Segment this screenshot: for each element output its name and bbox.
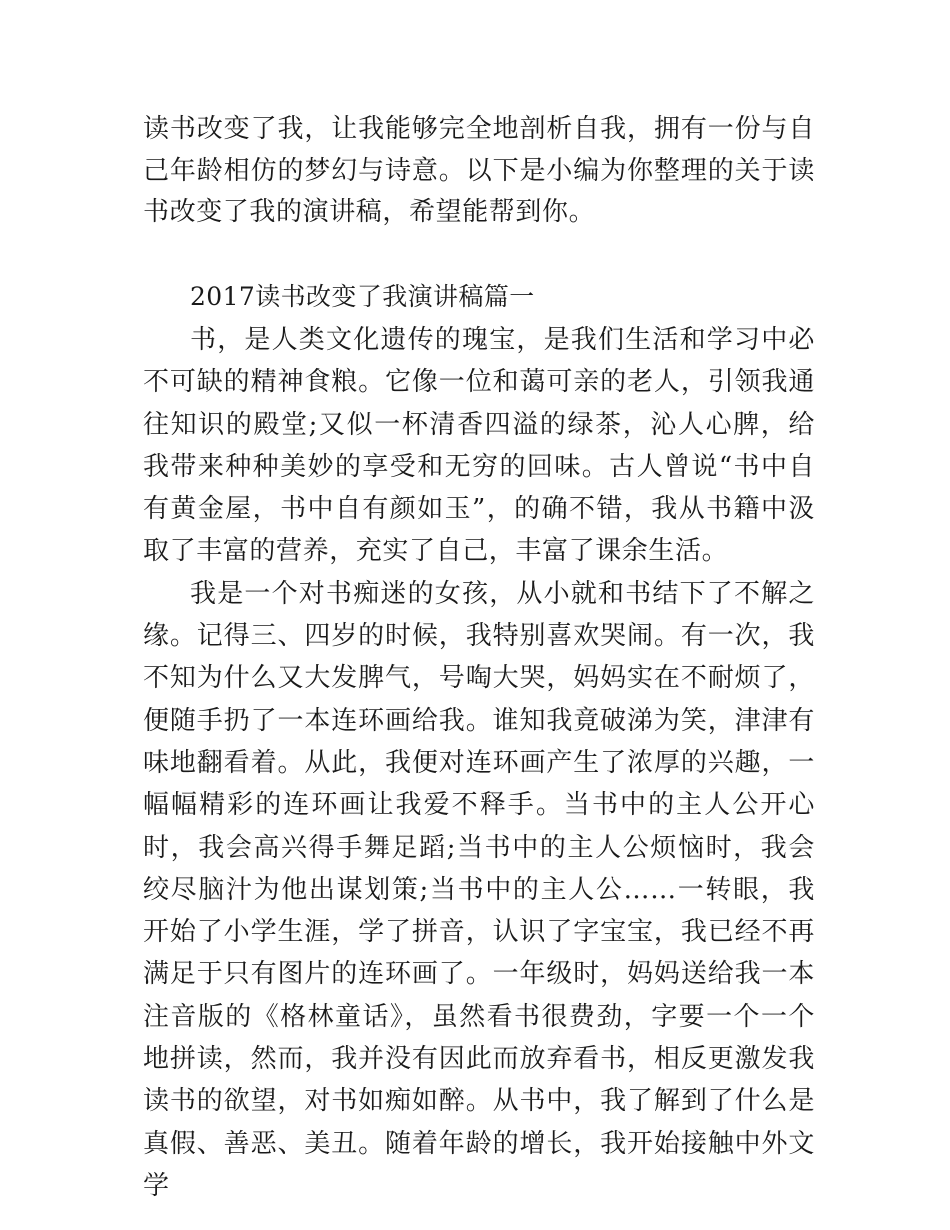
body-paragraph-2: 我是一个对书痴迷的女孩，从小就和书结下了不解之缘。记得三、四岁的时候，我特别喜欢哭闹。有一次，我不知为什么又大发脾气，号啕大哭，妈妈实在不耐烦了，便随手扔了一本连环画给我。谁知我竟破涕为笑，津津有味地翻看着。从此，我便对连环画产生了浓厚的兴趣，一幅幅精彩的连环画让我爱不释手。当书中的主人公开心时，我会高兴得手舞足蹈;当书中的主人公烦恼时，我会绞尽脑汁为他出谋划策;当书中的主人公……一转眼，我开始了小学生涯，学了拼音，认识了字宝宝，我已经不再满足于只有图片的连环画了。一年级时，妈妈送给我一本注音版的《格林童话》，虽然看书很费劲，字要一个一个地拼读，然而，我并没有因此而放弃看书，相反更激发我读书的欲望，对书如痴如醉。从书中，我了解到了什么是真假、善恶、美丑。随着年龄的增长，我开始接触中外文学 (143, 578, 815, 1201)
article-body (143, 319, 815, 1207)
body-paragraph-1: 书，是人类文化遗传的瑰宝，是我们生活和学习中必不可缺的精神食粮。它像一位和蔼可亲的老人，引领我通往知识的殿堂;又似一杯清香四溢的绿茶，沁人心脾，给我带来种种美妙的享受和无穷的回味。古人曾说“书中自有黄金屋，书中自有颜如玉”，的确不错，我从书籍中汲取了丰富的营养，充实了自己，丰富了课余生活。 (143, 325, 815, 567)
section-heading: 2017读书改变了我演讲稿篇一 (190, 282, 535, 311)
intro-paragraph: 读书改变了我，让我能够完全地剖析自我，拥有一份与自己年龄相仿的梦幻与诗意。以下是小编为你整理的关于读书改变了我的演讲稿，希望能帮到你。 (143, 114, 815, 227)
